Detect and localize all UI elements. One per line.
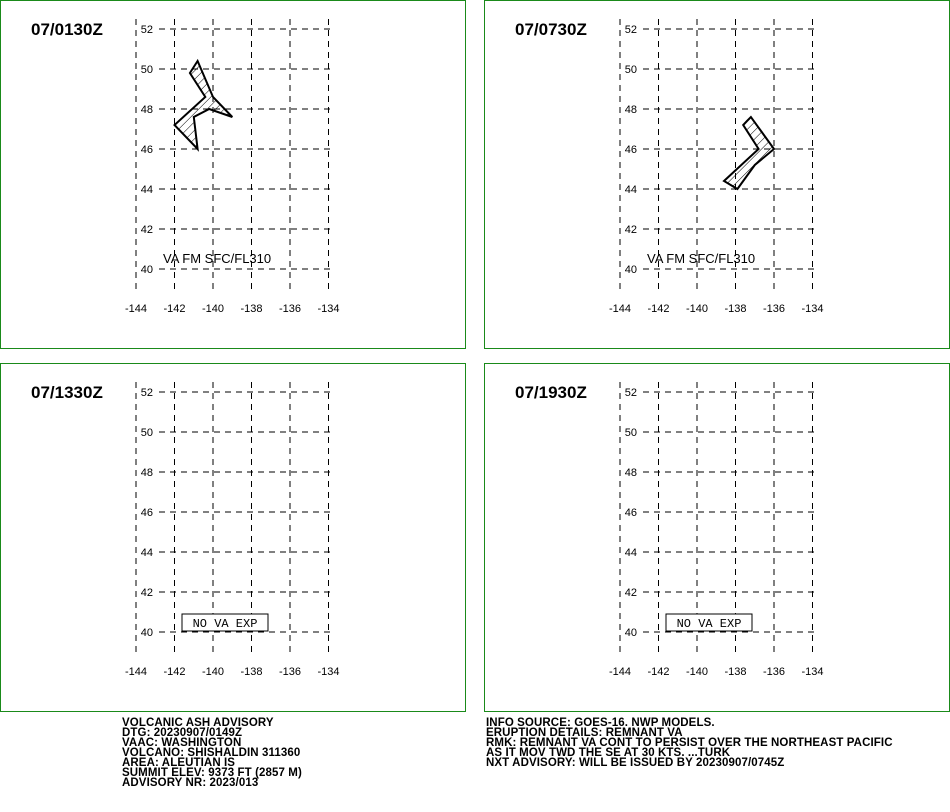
lat-tick-label: 40 [140, 264, 153, 276]
lat-tick-label: 42 [624, 587, 637, 599]
lon-tick-label: -142 [647, 666, 670, 678]
lat-tick-label: 52 [140, 387, 153, 399]
lat-tick-label: 46 [140, 144, 153, 156]
lat-tick-label: 50 [624, 64, 637, 76]
advisory-line: VAAC: WASHINGTON [122, 737, 242, 749]
valid-time-label: 07/0730Z [515, 20, 587, 39]
lat-tick-label: 40 [624, 264, 637, 276]
lon-tick-label: -134 [317, 303, 340, 315]
map-canvas [1, 1, 467, 350]
advisory-line: AS IT MOV TWD THE SE AT 30 KTS. ...TURK [486, 747, 731, 759]
advisory-line: SUMMIT ELEV: 9373 FT (2857 M) [122, 767, 302, 779]
lon-tick-label: -134 [801, 666, 824, 678]
advisory-line: ADVISORY NR: 2023/013 [122, 777, 259, 789]
advisory-remarks-block [486, 718, 893, 768]
lat-tick-label: 40 [140, 627, 153, 639]
advisory-line: AREA: ALEUTIAN IS [122, 757, 236, 769]
lat-tick-label: 52 [624, 24, 637, 36]
lon-tick-label: -140 [201, 303, 225, 315]
lon-tick-label: -142 [163, 303, 186, 315]
lon-tick-label: -140 [685, 666, 709, 678]
forecast-panel-3 [0, 363, 466, 712]
lat-tick-label: 42 [624, 224, 637, 236]
lat-tick-label: 40 [624, 627, 637, 639]
lon-tick-label: -142 [647, 303, 670, 315]
lon-tick-label: -136 [762, 303, 786, 315]
lat-tick-label: 52 [624, 387, 637, 399]
no-ash-label: NO VA EXP [676, 617, 742, 631]
advisory-line: DTG: 20230907/0149Z [122, 727, 243, 739]
map-canvas [1, 364, 467, 713]
lon-tick-label: -144 [608, 303, 632, 315]
lat-tick-label: 52 [140, 24, 153, 36]
lon-tick-label: -144 [608, 666, 632, 678]
lon-tick-label: -140 [685, 303, 709, 315]
lon-tick-label: -138 [724, 666, 747, 678]
lat-tick-label: 50 [140, 64, 153, 76]
map-canvas [485, 1, 950, 350]
lon-tick-label: -144 [124, 303, 148, 315]
valid-time-label: 07/1930Z [515, 383, 587, 402]
ash-cloud-polygon [175, 61, 233, 149]
lon-tick-label: -140 [201, 666, 225, 678]
lat-tick-label: 50 [624, 427, 637, 439]
lat-tick-label: 44 [624, 184, 637, 196]
forecast-panel-4 [484, 363, 950, 712]
lon-tick-label: -144 [124, 666, 148, 678]
lat-tick-label: 48 [140, 467, 153, 479]
forecast-panel-2 [484, 0, 950, 349]
lat-tick-label: 48 [624, 104, 637, 116]
advisory-line: VOLCANO: SHISHALDIN 311360 [122, 747, 301, 759]
lat-tick-label: 42 [140, 224, 153, 236]
lon-tick-label: -134 [801, 303, 824, 315]
lat-tick-label: 48 [140, 104, 153, 116]
lon-tick-label: -136 [278, 666, 302, 678]
lon-tick-label: -134 [317, 666, 340, 678]
forecast-panel-1 [0, 0, 466, 349]
advisory-line: ERUPTION DETAILS: REMNANT VA [486, 727, 683, 739]
ash-cloud-polygon [724, 117, 774, 189]
advisory-line: NXT ADVISORY: WILL BE ISSUED BY 20230907/0745Z [486, 757, 785, 769]
lon-tick-label: -138 [240, 303, 263, 315]
lat-tick-label: 48 [624, 467, 637, 479]
advisory-line: INFO SOURCE: GOES-16. NWP MODELS. [486, 717, 715, 729]
lat-tick-label: 46 [140, 507, 153, 519]
lat-tick-label: 50 [140, 427, 153, 439]
lon-tick-label: -142 [163, 666, 186, 678]
flight-level-annotation: VA FM SFC/FL310 [647, 251, 756, 266]
lat-tick-label: 46 [624, 144, 637, 156]
lat-tick-label: 46 [624, 507, 637, 519]
lon-tick-label: -136 [762, 666, 786, 678]
lon-tick-label: -138 [240, 666, 263, 678]
lon-tick-label: -136 [278, 303, 302, 315]
no-ash-label: NO VA EXP [192, 617, 258, 631]
map-canvas [485, 364, 950, 713]
lat-tick-label: 44 [624, 547, 637, 559]
flight-level-annotation: VA FM SFC/FL310 [163, 251, 272, 266]
advisory-line: VOLCANIC ASH ADVISORY [122, 717, 274, 729]
advisory-line: RMK: REMNANT VA CONT TO PERSIST OVER THE NORTHEAST PACIFIC [486, 737, 893, 749]
valid-time-label: 07/0130Z [31, 20, 103, 39]
lon-tick-label: -138 [724, 303, 747, 315]
lat-tick-label: 44 [140, 184, 153, 196]
advisory-header-block [122, 718, 302, 788]
valid-time-label: 07/1330Z [31, 383, 103, 402]
lat-tick-label: 42 [140, 587, 153, 599]
lat-tick-label: 44 [140, 547, 153, 559]
